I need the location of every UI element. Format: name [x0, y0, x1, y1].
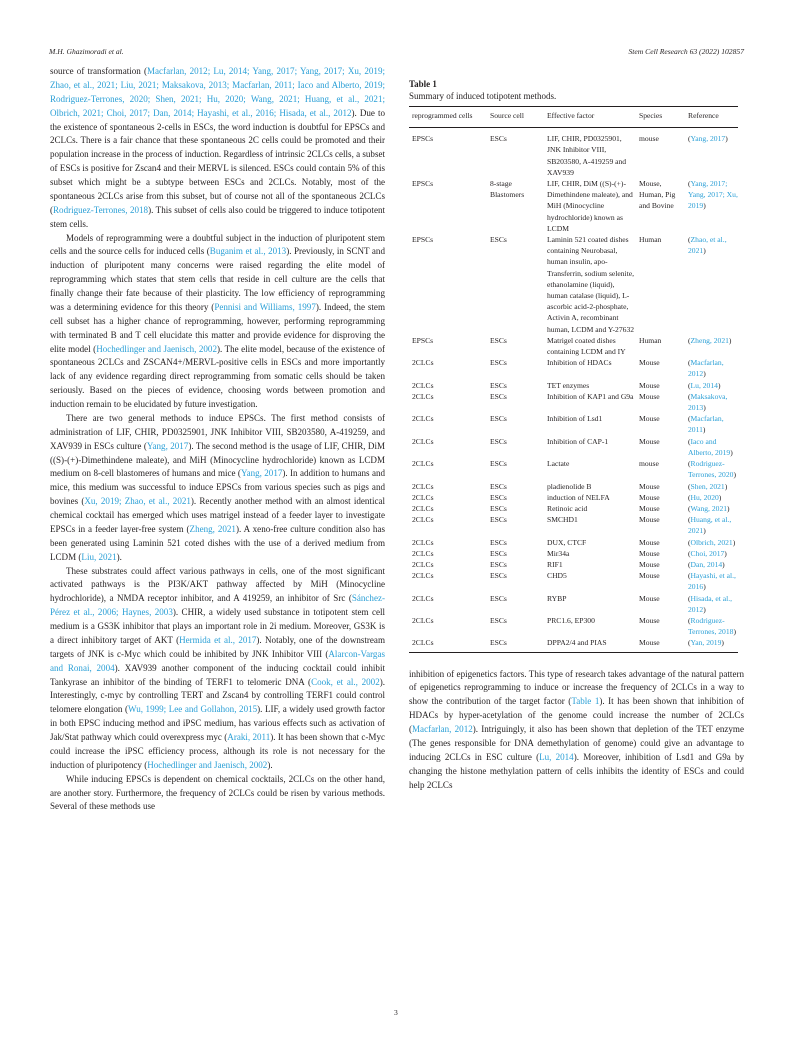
- cell-reference: (Hu, 2020): [688, 492, 722, 502]
- cell-source-cell: ESCs: [490, 537, 507, 547]
- cell-source-cell: ESCs: [490, 548, 507, 558]
- cell-reprogrammed-cells: EPSCs: [412, 235, 434, 245]
- cell-reference: (Iaco and Alberto, 2019): [688, 436, 733, 457]
- paragraph-text: ). Intriguingly, it also has been shown that depletion of the TET enzyme (The genes responsible for DNA demethylation of genome) could give an advantage to inducing 2CLCs in ESC culture (: [409, 724, 744, 762]
- table-row: [409, 615, 738, 637]
- cell-source-cell: ESCs: [490, 436, 507, 446]
- cell-effective-factor: PRC1.6, EP300: [547, 615, 595, 625]
- cell-species: Mouse: [639, 537, 660, 547]
- cell-effective-factor: pladienolide B: [547, 481, 592, 491]
- citation-link[interactable]: Rodriguez-Terrones, 2018: [53, 204, 149, 215]
- citation-link[interactable]: Yan, 2019: [690, 638, 722, 648]
- paragraph-text: Models of reprogramming were a doubtful subject in the induction of pluripotent stem cells and the source cells for induced cells (: [50, 232, 385, 257]
- cell-reprogrammed-cells: 2CLCs: [412, 459, 434, 469]
- cell-reprogrammed-cells: EPSCs: [412, 335, 434, 345]
- paragraph-text: ). XAV939 another component of the inducing cocktail could inhibit Tankyrase an inhibitor of the binding of TERF1 to telomeric DNA (: [50, 662, 385, 687]
- cell-species: Mouse: [639, 391, 660, 401]
- citation-link[interactable]: Maksakova, 2013: [688, 391, 728, 413]
- cell-effective-factor: SMCHD1: [547, 515, 578, 525]
- body-paragraph: [409, 668, 744, 793]
- paragraph-text: ). Previously, in SCNT and induction of pluripotent many concerns were raised regarding the elite model of reprogramming which states that stem cells that reside in cell culture are the cells that finally change their fate because of their plasticity. The low efficiency of reprogramming was a determining evidence for this theory (: [50, 246, 385, 312]
- cell-species: Mouse: [639, 358, 660, 368]
- cell-species: Mouse: [636, 637, 685, 652]
- table-row: [409, 458, 738, 480]
- cell-reprogrammed-cells: 2CLCs: [409, 637, 487, 652]
- cell-reprogrammed-cells: 2CLCs: [412, 414, 434, 424]
- cell-effective-factor: Laminin 521 coated dishes containing Neurobasal, human insulin, apo-Transferrin, sodium selenite, ethanolamine (liquid), human catalase (liquid), L-ascorbic acid-2-phosphate, Activin A, recombinant human, LCDM and Y-27632: [547, 235, 635, 334]
- cell-reference: (Hisada, et al., 2012): [688, 593, 733, 614]
- cell-reprogrammed-cells: 2CLCs: [412, 380, 434, 390]
- cell-source-cell: ESCs: [490, 559, 507, 569]
- citation-link[interactable]: Zheng, 2021: [690, 335, 729, 345]
- cell-reference: (Rodriguez-Terrones, 2018): [688, 615, 736, 637]
- cell-reprogrammed-cells: EPSCs: [412, 179, 434, 189]
- cell-source-cell: ESCs: [490, 492, 507, 502]
- table-header-row: [409, 107, 738, 128]
- citation-link[interactable]: Rodriguez-Terrones, 2020: [688, 459, 734, 480]
- cell-effective-factor: Mir34a: [547, 548, 570, 558]
- citation-link[interactable]: Araki, 2011: [227, 732, 271, 742]
- citation-link[interactable]: Hochedlinger and Jaenisch, 2002: [147, 759, 268, 770]
- table-label: Table 1: [409, 79, 437, 89]
- paragraph-text: ). It has been shown that inhibition of HDACs by hyper-acetylation of the genome could increase the number of 2CLCs (: [409, 696, 744, 735]
- cell-effective-factor: induction of NELFA: [547, 492, 610, 502]
- cell-effective-factor: Inhibition of CAP-1: [547, 436, 609, 446]
- cell-species: Mouse: [639, 436, 660, 446]
- citation-link[interactable]: Lu, 2014: [539, 751, 574, 762]
- cell-source-cell: ESCs: [490, 414, 507, 424]
- citation-link[interactable]: Yang, 2017; Yang, 2017; Xu, 2019: [688, 179, 738, 211]
- cell-species: Mouse, Human, Pig and Bovine: [639, 179, 676, 211]
- cell-reprogrammed-cells: 2CLCs: [412, 391, 434, 401]
- cell-effective-factor: Lactate: [547, 459, 570, 469]
- citation-link[interactable]: Cook, et al., 2002: [311, 676, 380, 687]
- cell-reference: (Huang, et al., 2021): [688, 515, 732, 536]
- paragraph-text: While inducing EPSCs is dependent on chemical cocktails, 2CLCs on the other hand, are another story. Furthermore, the frequency of 2CLCs could be risen by various methods. Several of these methods use: [50, 773, 385, 812]
- cell-effective-factor: RYBP: [547, 593, 567, 603]
- citation-link[interactable]: Iaco and Alberto, 2019: [688, 436, 731, 457]
- cell-source-cell: ESCs: [490, 481, 507, 491]
- cell-source-cell: ESCs: [490, 335, 507, 345]
- right-column: [409, 65, 744, 792]
- cell-reprogrammed-cells: 2CLCs: [412, 548, 434, 558]
- cell-source-cell: 8-stage Blastomers: [490, 179, 525, 200]
- citation-link[interactable]: Liu, 2021: [81, 551, 117, 562]
- cell-reprogrammed-cells: 2CLCs: [412, 537, 434, 547]
- cell-reference: (Olbrich, 2021): [688, 537, 736, 547]
- citation-link[interactable]: Macfarlan, 2012; Lu, 2014; Yang, 2017; Yang, 2017; Xu, 2019; Zhao, et al., 2021; Liu, 2021; Maksakova, 2013; Macfarlan, 2011; Iaco and Alberto, 2019; Rodriguez-Terrones, 2020; Shen, 2021; Hu, 2020; Wang, 2021; Huang, et al., 2021; Olbrich, 2021; Choi, 2017; Dan, 2014; Hayashi, et al., 2016; Hisada, et al., 2012: [50, 66, 385, 118]
- cell-reprogrammed-cells: 2CLCs: [412, 615, 434, 625]
- paragraph-text: ). Due to the existence of spontaneous 2-cells in ESCs, the word induction is doubtful for EPSCs and 2CLCs. There is a fair chance that these spontaneous 2C cells could be promoted and their population increase in the process of induction. Regardless of intrinsic 2CLCs cells, a subset of ESCs is positive for Zscan4 and their MERVL is silenced. ESCs could contain 5% of this subset which might be a subtype between ESCs and 2CLCs. Notably, most of the spontaneous 2CLCs arise from this subset, but of course not all of the spontaneous 2CLCs (: [50, 107, 385, 215]
- paragraph-text: ). Indeed, the stem cell subset has a higher chance of reprogramming, however, performing reprogramming with terminated B and T cell elucidate this matter and provide evidence for disproving the elite model (: [50, 301, 385, 354]
- table-row: [409, 548, 738, 559]
- body-paragraph: [50, 65, 385, 232]
- cell-species: Human: [639, 335, 662, 345]
- cell-source-cell: ESCs: [490, 380, 507, 390]
- citation-link[interactable]: Xu, 2019; Zhao, et al., 2021: [84, 496, 191, 507]
- cell-reprogrammed-cells: 2CLCs: [412, 481, 434, 491]
- citation-link[interactable]: Zhao, et al., 2021: [688, 235, 727, 256]
- paragraph-text: ). The elite model, because of the existence of spontaneous 2CLCs and ZSCAN4+/MERVL-positive cells in ESCs and more importantly lack of any evidence regarding direct reprogramming from somatic cells should be taken seriously. Based on the pieces of evidence, choosing words between promotion and induction remain to be elucidated by future investigation.: [50, 343, 385, 409]
- cell-species: mouse: [639, 459, 659, 469]
- cell-source-cell: ESCs: [490, 235, 507, 245]
- citation-link[interactable]: Yang, 2017: [690, 134, 726, 144]
- column-header-source-cell: Source cell: [487, 107, 544, 128]
- cell-reference: (Rodriguez-Terrones, 2020): [688, 459, 736, 480]
- table-row: [409, 481, 738, 492]
- cell-species: Mouse: [639, 414, 660, 424]
- cell-reference: (Wang, 2021): [688, 503, 730, 513]
- cell-reprogrammed-cells: 2CLCs: [412, 436, 434, 446]
- page-number: 3: [394, 1008, 398, 1017]
- citation-link[interactable]: Choi, 2017: [690, 548, 725, 558]
- citation-link[interactable]: Shen, 2021: [690, 481, 725, 491]
- paragraph-text: ).: [116, 551, 122, 562]
- cell-source-cell: ESCs: [490, 615, 507, 625]
- cell-reference: (Dan, 2014): [688, 559, 725, 569]
- cell-reference: (Zheng, 2021): [688, 335, 732, 345]
- cell-species: Mouse: [639, 515, 660, 525]
- cell-reference: (Yang, 2017): [688, 134, 728, 144]
- table-row: [409, 357, 738, 379]
- citation-link[interactable]: Lu, 2014: [690, 380, 718, 390]
- cell-species: mouse: [639, 134, 659, 144]
- cell-source-cell: ESCs: [487, 637, 544, 652]
- body-paragraph: [50, 565, 385, 773]
- cell-effective-factor: Inhibition of Lsd1: [547, 414, 603, 424]
- cell-reprogrammed-cells: 2CLCs: [412, 593, 434, 603]
- table-caption: Summary of induced totipotent methods.: [409, 91, 557, 101]
- citation-link[interactable]: Yang, 2017: [146, 440, 189, 451]
- cell-reference: (Hayashi, et al., 2016): [688, 571, 736, 592]
- paragraph-text: ). Recently another method with an almost identical chemical cocktail has emerged which uses matrigel instead of a feeder layer to investigate EPSCs in a feeder layer-free system (: [50, 496, 385, 534]
- cell-species: Mouse: [639, 548, 660, 558]
- cell-source-cell: ESCs: [490, 503, 507, 513]
- table-row: [409, 436, 738, 458]
- cell-species: Mouse: [639, 492, 660, 502]
- table-row: [409, 593, 738, 615]
- table-row: [409, 492, 738, 503]
- cell-source-cell: ESCs: [490, 358, 507, 368]
- cell-effective-factor: Inhibition of HDACs: [547, 358, 612, 368]
- cell-reprogrammed-cells: 2CLCs: [412, 358, 434, 368]
- cell-reference: (Yang, 2017; Yang, 2017; Xu, 2019): [688, 179, 738, 211]
- column-header-species: Species: [636, 107, 685, 128]
- cell-species: Mouse: [639, 615, 660, 625]
- table-row: [409, 335, 738, 357]
- cell-species: Mouse: [639, 380, 660, 390]
- cell-species: Mouse: [639, 481, 660, 491]
- citation-link[interactable]: Yang, 2017: [240, 468, 283, 479]
- table-row: [409, 380, 738, 391]
- cell-reprogrammed-cells: 2CLCs: [412, 515, 434, 525]
- cell-species: Human: [639, 235, 662, 245]
- cell-source-cell: ESCs: [490, 593, 507, 603]
- citation-link[interactable]: Macfarlan, 2012: [412, 724, 473, 735]
- citation-link[interactable]: Rodriguez-Terrones, 2018: [688, 615, 734, 637]
- citation-link[interactable]: Sánchez-Pérez et al., 2006; Haynes, 2003: [50, 593, 385, 618]
- column-header-reprogrammed-cells: reprogrammed cells: [409, 107, 487, 128]
- cell-reference: (Yan, 2019): [685, 637, 738, 652]
- table-row: [409, 234, 738, 335]
- cell-effective-factor: DUX, CTCF: [547, 537, 587, 547]
- citation-link[interactable]: Wang, 2021: [690, 503, 728, 513]
- table-row: [409, 570, 738, 592]
- paragraph-text: ). Moreover, inhibition of Lsd1 and G9a by changing the histone methylation pattern of cells inhibits the identity of ESCs and could help 2CLCs: [409, 751, 744, 790]
- cell-species: Mouse: [639, 593, 660, 603]
- paragraph-text: ). In addition to humans and mice, this medium was successful to induce EPSCs from various species such as pigs and bovines (: [50, 468, 386, 507]
- cell-source-cell: ESCs: [490, 515, 507, 525]
- column-header-reference: Reference: [685, 107, 738, 128]
- citation-link[interactable]: Alarcon-Vargas and Ronai, 2004: [50, 648, 385, 673]
- table-body: [409, 128, 738, 652]
- citation-link[interactable]: Hayashi, et al., 2016: [688, 571, 736, 592]
- left-column-body: [50, 65, 385, 814]
- citation-link[interactable]: Olbrich, 2021: [690, 537, 733, 547]
- cell-source-cell: ESCs: [490, 459, 507, 469]
- cell-effective-factor: DPPA2/4 and PIAS: [544, 637, 636, 652]
- right-column-body: [409, 668, 744, 793]
- citation-link[interactable]: Huang, et al., 2021: [688, 515, 732, 536]
- cell-effective-factor: Retinoic acid: [547, 503, 588, 513]
- cell-effective-factor: LIF, CHIR, DiM ((S)-(+)-Dimethindene maleate), and MiH (Minocycline hydrochloride) known as LCDM: [547, 179, 633, 233]
- citation-link[interactable]: Wu, 1999; Lee and Gollahon, 2015: [128, 704, 258, 715]
- citation-link[interactable]: Hermida et al., 2017: [179, 634, 257, 645]
- cell-reprogrammed-cells: 2CLCs: [412, 492, 434, 502]
- citation-link[interactable]: Dan, 2014: [690, 559, 723, 569]
- citation-link[interactable]: Macfarlan, 2011: [688, 414, 724, 435]
- cell-reprogrammed-cells: 2CLCs: [412, 571, 434, 581]
- table-row: [409, 413, 738, 435]
- table-row: [409, 514, 738, 536]
- cell-effective-factor: Matrigel coated dishes containing LCDM and IY: [547, 335, 626, 357]
- table-row: [409, 128, 738, 178]
- citation-link[interactable]: Table 1: [571, 696, 600, 707]
- cell-source-cell: ESCs: [490, 571, 507, 581]
- cell-reference: (Lu, 2014): [688, 380, 721, 390]
- citation-link[interactable]: Pennisi and Williams, 1997: [214, 301, 316, 312]
- paragraph-text: ). Interestingly, c-myc by controlling TERT and Zscan4 by controlling TERF1 could control telomere elongation (: [50, 676, 385, 715]
- cell-reference: (Maksakova, 2013): [688, 391, 728, 413]
- body-paragraph: [50, 773, 385, 815]
- table-row: [409, 178, 738, 234]
- citation-link[interactable]: Zheng, 2021: [189, 523, 236, 534]
- paragraph-text: ). CHIR, a widely used substance in totipotent stem cell medium is a GS3K inhibitor that plays an important role in 2i medium. Moreover, GS3K is a direct inhibitory target of AKT (: [50, 607, 386, 645]
- table-row: [409, 637, 738, 652]
- cell-reprogrammed-cells: 2CLCs: [412, 559, 434, 569]
- cell-reprogrammed-cells: EPSCs: [412, 134, 434, 144]
- citation-link[interactable]: Buganim et al., 2013: [209, 246, 287, 257]
- cell-effective-factor: RIF1: [547, 559, 563, 569]
- cell-source-cell: ESCs: [490, 134, 507, 144]
- body-paragraph: [50, 232, 385, 412]
- cell-reference: (Zhao, et al., 2021): [688, 235, 727, 256]
- citation-link[interactable]: Hu, 2020: [690, 492, 719, 502]
- paragraph-text: There are two general methods to induce EPSCs. The first method consists of administration of LIF, CHIR, PD0325901, JNK Inhibitor VIII, SB203580, A-419259, and XAV939 in ESCs culture (: [50, 412, 385, 451]
- citation-link[interactable]: Hochedlinger and Jaenisch, 2002: [96, 343, 217, 354]
- paragraph-text: ).: [267, 759, 273, 770]
- cell-species: Mouse: [639, 503, 660, 513]
- cell-reference: (Choi, 2017): [688, 548, 727, 558]
- table-row: [409, 503, 738, 514]
- body-paragraph: [50, 412, 385, 565]
- paragraph-text: ). Notably, one of the downstream targets of JNK is c-Myc which could be inhibited by JNK Inhibitor VIII (: [50, 634, 385, 659]
- cell-species: Mouse: [639, 559, 660, 569]
- cell-reference: (Macfarlan, 2011): [688, 414, 724, 435]
- paragraph-text: ). A xeno-free culture condition also has been generated using Laminin 521 coted dishes with the use of a derived medium from LCDM (: [50, 523, 385, 562]
- citation-link[interactable]: Macfarlan, 2012: [688, 358, 724, 379]
- methods-table: [409, 106, 738, 653]
- running-head-authors: M.H. Ghazimoradi et al.: [49, 47, 124, 56]
- cell-reference: (Shen, 2021): [688, 481, 728, 491]
- paragraph-text: ). LIF, a widely used growth factor in both EPSC inducing method and iPSC medium, has various effects such as activation of Jak/Stat pathway which could overexpress myc (: [50, 704, 385, 742]
- column-header-effective-factor: Effective factor: [544, 107, 636, 128]
- table-row: [409, 559, 738, 570]
- cell-effective-factor: TET enzymes: [547, 380, 590, 390]
- cell-reference: (Macfarlan, 2012): [688, 358, 724, 379]
- cell-effective-factor: CHD5: [547, 571, 567, 581]
- paragraph-text: ). The second method is the usage of LIF, CHIR, DiM ((S)-(+)-Dimethindene maleate), and MiH (Minocycline hydrochloride) known as LCDM medium on 8-cell blastomeres of humans and mice (: [50, 440, 385, 479]
- running-head-journal: Stem Cell Research 63 (2022) 102857: [628, 47, 744, 56]
- cell-source-cell: ESCs: [490, 391, 507, 401]
- paragraph-text: source of transformation (: [50, 66, 147, 76]
- table-row: [409, 391, 738, 413]
- paragraph-text: These substrates could affect various pathways in cells, one of the most significant activated pathways is the PI3K/AKT pathway affected by MiH (Minocycline hydrochloride), a NMDA receptor inhibitor, and A 419259, an inhibitor of Src (: [50, 565, 385, 604]
- cell-effective-factor: Inhibition of KAP1 and G9a: [547, 391, 634, 401]
- paragraph-text: ). This subset of cells also could be triggered to induce totipotent stem cells.: [50, 204, 385, 229]
- table-row: [409, 537, 738, 548]
- paragraph-text: ). It has been shown that c-Myc could increase the iPSC efficiency process, although its role is not necessary for the induction of pluripotency (: [50, 732, 385, 770]
- paragraph-text: inhibition of epigenetics factors. This type of research takes advantage of the natural pattern of epigenetics reprogramming to induce or increase the frequency of 2CLCs in a way to show the contribution of the target factor (: [409, 668, 744, 707]
- citation-link[interactable]: Hisada, et al., 2012: [688, 593, 733, 614]
- cell-effective-factor: LIF, CHIR, PD0325901, JNK Inhibitor VIII, SB203580, A-419259 and XAV939: [547, 134, 627, 177]
- cell-reprogrammed-cells: 2CLCs: [412, 503, 434, 513]
- cell-species: Mouse: [639, 571, 660, 581]
